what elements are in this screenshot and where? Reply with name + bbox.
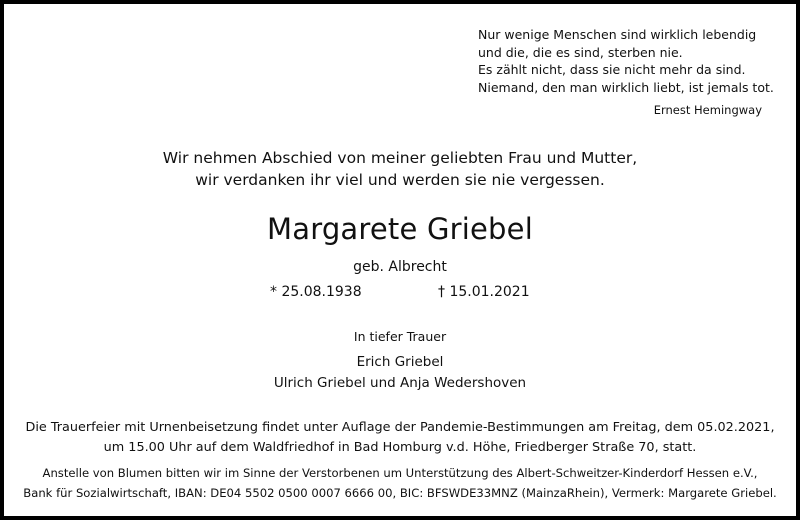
maiden-name: geb. Albrecht — [353, 259, 447, 275]
mourner: Erich Griebel — [356, 354, 444, 370]
mourning-label: In tiefer Trauer — [353, 329, 447, 344]
quote-line: Nur wenige Menschen sind wirklich lebendig — [478, 27, 757, 42]
death-date: † 15.01.2021 — [438, 284, 530, 300]
quote-author: Ernest Hemingway — [653, 103, 762, 117]
funeral-line-2: um 15.00 Uhr auf dem Waldfriedhof in Bad Homburg v.d. Höhe, Friedberger Straße 70, statt. — [103, 440, 697, 455]
farewell-text — [4, 147, 796, 191]
deceased-name: Margarete Griebel — [267, 212, 533, 246]
quote-line: und die, die es sind, sterben nie. — [478, 44, 683, 60]
funeral-notice — [4, 418, 796, 458]
farewell-line-2: wir verdanken ihr viel und werden sie nie vergessen. — [195, 171, 605, 189]
quote-line: Niemand, den man wirklich liebt, ist jemals tot. — [478, 79, 774, 95]
mourners-list — [4, 352, 796, 394]
mourner: Ulrich Griebel und Anja Wedershoven — [273, 375, 527, 391]
quote-line: Es zählt nicht, dass sie nicht mehr da sind. — [478, 62, 746, 77]
hemingway-quote — [478, 26, 778, 96]
birth-date: * 25.08.1938 — [270, 284, 362, 300]
donation-line-1: Anstelle von Blumen bitten wir im Sinne der Verstorbenen um Unterstützung des Albert-Schweitzer-Kinderdorf Hessen e.V., — [42, 466, 758, 480]
funeral-line-1: Die Trauerfeier mit Urnenbeisetzung findet unter Auflage der Pandemie-Bestimmungen am Freitag, dem 05.02.2021, — [25, 420, 775, 435]
obituary-card — [4, 4, 796, 516]
farewell-line-1: Wir nehmen Abschied von meiner geliebten Frau und Mutter, — [162, 149, 638, 167]
donation-notice — [4, 463, 796, 503]
donation-line-2: Bank für Sozialwirtschaft, IBAN: DE04 5502 0500 0007 6666 00, BIC: BFSWDE33MNZ (MainzaRhein), Vermerk: Margarete Griebel. — [23, 486, 777, 500]
